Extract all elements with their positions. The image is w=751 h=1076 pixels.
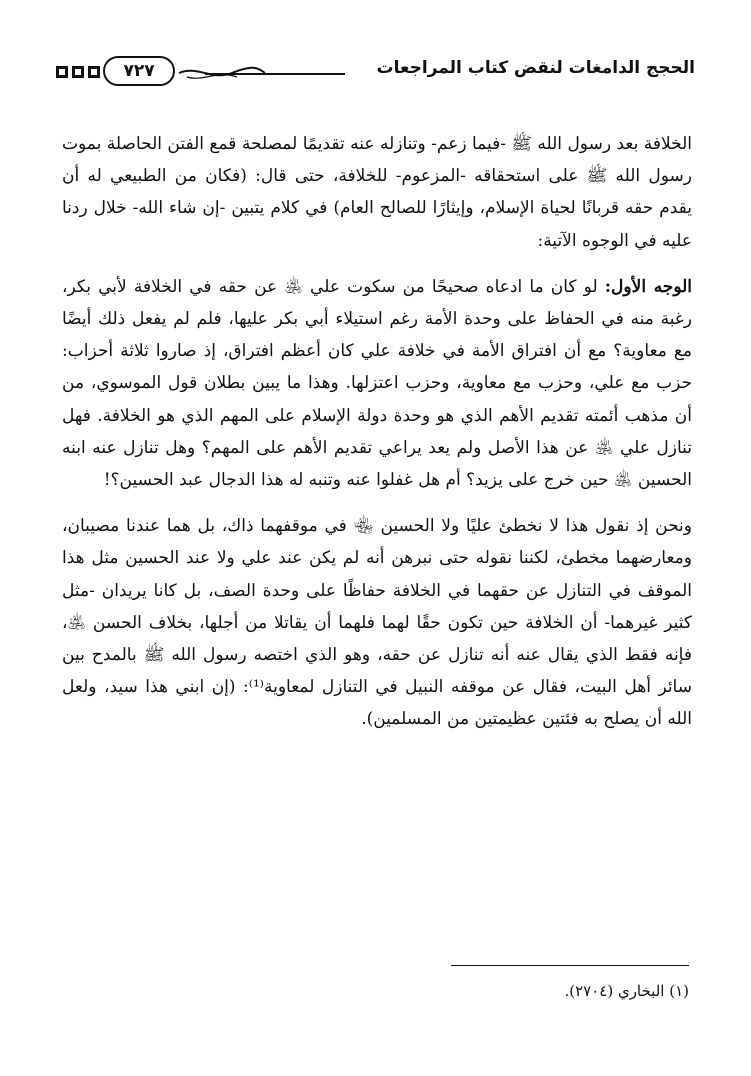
ornament-icon: [55, 64, 103, 80]
page-number: ٧٢٧: [103, 56, 175, 86]
paragraph: [62, 271, 692, 496]
paragraph-text: لو كان ما ادعاه صحيحًا من سكوت علي ﵁ عن حقه في الخلافة لأبي بكر، رغبة منه في الحفاظ على وحدة الأمة رغم استيلاء أبي بكر عليها، فلم لم يفعل ذلك أيضًا مع معاوية؟ مع أن افتراق الأمة في خلافة علي كان أعظم افتراق، إذ صاروا ثلاثة أحزاب: حزب مع علي، وحزب مع معاوية، وحزب اعتزلها. وهذا ما يبين بطلان قول الموسوي، من أن مذهب أئمته تقديم الأهم الذي هو وحدة دولة الإسلام على المهم الذي هو الخلافة. فهل تنازل علي ﵁ عن هذا الأصل ولم يعد يراعي تقديم الأهم على المهم؟ وهل تنازل عنه ابنه الحسين ﵁ حين خرج على يزيد؟ أم هل غفلوا عنه وتنبه له هذا الدجال عبد الحسين؟!: [62, 276, 692, 491]
page-header: [55, 52, 695, 94]
main-text: [62, 128, 692, 736]
running-title: الحجج الدامغات لنقض كتاب المراجعات: [376, 58, 695, 78]
swirl-ornament-icon: [177, 62, 267, 84]
footnote-rule: [451, 965, 689, 966]
paragraph: [62, 128, 692, 257]
paragraph-text: ونحن إذ نقول هذا لا نخطئ عليًا ولا الحسين ﵄ في موقفهما ذاك، بل هما عندنا مصيبان، ومعارضهما مخطئ، لكننا نقوله حتى نبرهن أنه لم يكن عند علي ولا عند الحسين مثل هذا الموقف في التنازل عن حقهما في الخلافة حفاظًا على وحدة الصف، بل كانا يريدان -مثل كثير غيرهما- أن الخلافة حين تكون حقًا لهما فلهما أن يقاتلا من أجلها، بخلاف الحسن ﵁، فإنه فقط الذي يقال عنه أنه تنازل عن حقه، وهو الذي اختصه رسول الله ﷺ بالمدح بين سائر أهل البيت، فقال عن موقفه النبيل في التنازل لمعاوية⁽¹⁾: (إن ابني هذا سيد، ولعل الله أن يصلح به فئتين عظيمتين من المسلمين).: [62, 516, 692, 730]
paragraph-lead: الوجه الأول:: [604, 276, 692, 297]
footnote: (١) البخاري (٢٧٠٤).: [564, 982, 689, 1000]
paragraph: [62, 510, 692, 735]
paragraph-text: الخلافة بعد رسول الله ﷺ -فيما زعم- وتنازله عنه تقديمًا لمصلحة قمع الفتن الحاصلة بموت رسول الله ﷺ على استحقاقه -المزعوم- للخلافة، حتى قال: (فكان من الطبيعي له أن يقدم حقه قربانًا لحياة الإسلام، وإيثارًا للصالح العام) في كلام يتبين -إن شاء الله- خلال ردنا عليه في الوجوه الآتية:: [62, 134, 692, 251]
